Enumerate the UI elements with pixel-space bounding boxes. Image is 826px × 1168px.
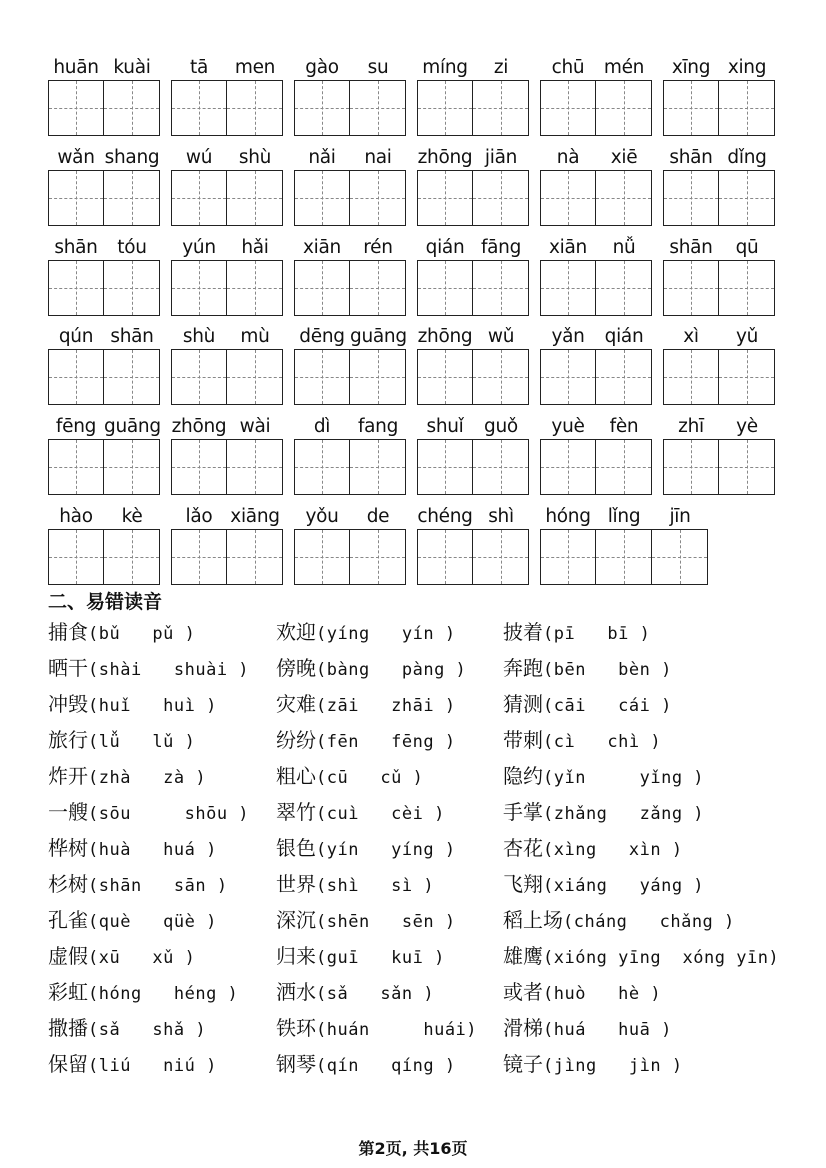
pinyin-label: zhōng <box>417 147 473 168</box>
chinese-word: 飞翔 <box>503 872 543 896</box>
word-group <box>417 146 529 238</box>
pinyin-label: zi <box>493 57 509 78</box>
pinyin-label: wài <box>239 416 271 437</box>
pronunciation-item <box>276 902 456 938</box>
pinyin-options: (huá huā ) <box>543 1020 672 1040</box>
word-group <box>48 505 160 597</box>
pinyin-label: yuè <box>551 416 585 437</box>
chinese-word: 杉树 <box>48 872 88 896</box>
pronunciation-item <box>503 974 661 1010</box>
pinyin-label: yè <box>736 416 758 437</box>
writing-box <box>417 349 473 405</box>
page-footer: 第2页, 共16页 <box>358 1139 468 1158</box>
chinese-word: 猜测 <box>503 692 543 716</box>
writing-box <box>171 349 227 405</box>
pinyin-label: chū <box>551 57 585 78</box>
pinyin-label: yǎn <box>551 326 585 347</box>
pinyin-label: wǎn <box>57 147 95 168</box>
pinyin-options: (shì sì ) <box>316 876 435 896</box>
pronunciation-item <box>503 794 704 830</box>
pronunciation-item <box>503 614 650 650</box>
word-group <box>171 146 283 238</box>
writing-box <box>472 439 529 495</box>
pronunciation-item <box>276 686 456 722</box>
pronunciation-item <box>48 1046 217 1082</box>
pinyin-label: shang <box>104 147 160 168</box>
pinyin-label: wǔ <box>487 326 515 347</box>
section-title: 二、易错读音 <box>48 591 163 613</box>
writing-box <box>595 260 652 316</box>
writing-box <box>417 529 473 585</box>
pronunciation-item <box>48 650 249 686</box>
word-group <box>417 236 529 328</box>
pinyin-options: (yǐn yǐng ) <box>543 768 705 788</box>
word-group <box>294 415 406 507</box>
pronunciation-item <box>276 866 434 902</box>
word-group <box>171 56 283 148</box>
word-group <box>48 415 160 507</box>
writing-box <box>171 80 227 136</box>
pinyin-label: jīn <box>669 506 691 527</box>
chinese-word: 银色 <box>276 836 316 860</box>
pinyin-label: tóu <box>117 237 147 258</box>
pinyin-options: (sōu shōu ) <box>88 804 250 824</box>
pinyin-options: (bǔ pǔ ) <box>88 624 196 644</box>
writing-box <box>349 349 406 405</box>
chinese-word: 钢琴 <box>276 1052 316 1076</box>
word-group <box>48 56 160 148</box>
pronunciation-item <box>503 938 779 974</box>
word-group <box>663 236 775 328</box>
writing-box <box>294 529 350 585</box>
word-group <box>540 146 652 238</box>
pinyin-options: (zhà zà ) <box>88 768 207 788</box>
chinese-word: 纷纷 <box>276 728 316 752</box>
pinyin-label: nà <box>556 147 580 168</box>
pronunciation-item <box>503 686 672 722</box>
word-group <box>294 236 406 328</box>
word-group <box>540 56 652 148</box>
writing-box <box>718 260 775 316</box>
pronunciation-item <box>48 830 217 866</box>
writing-box <box>417 170 473 226</box>
chinese-word: 奔跑 <box>503 656 543 680</box>
pinyin-label: nǚ <box>612 237 636 258</box>
pinyin-label: shù <box>238 147 272 168</box>
pinyin-label: nai <box>364 147 392 168</box>
pinyin-label: lǐng <box>607 506 641 527</box>
chinese-word: 镜子 <box>503 1052 543 1076</box>
pronunciation-item <box>48 794 249 830</box>
pinyin-options: (cāi cái ) <box>543 696 672 716</box>
chinese-word: 世界 <box>276 872 316 896</box>
writing-box <box>103 439 160 495</box>
pinyin-options: (bēn bèn ) <box>543 660 672 680</box>
pinyin-label: chéng <box>417 506 473 527</box>
chinese-word: 铁环 <box>276 1016 316 1040</box>
pinyin-label: qū <box>735 237 759 258</box>
writing-box <box>171 170 227 226</box>
pinyin-label: de <box>366 506 390 527</box>
pinyin-options: (shān sān ) <box>88 876 228 896</box>
word-group <box>171 415 283 507</box>
pinyin-options: (yíng yín ) <box>316 624 456 644</box>
writing-box <box>540 260 596 316</box>
pinyin-label: dǐng <box>727 147 767 168</box>
word-group <box>171 505 283 597</box>
pronunciation-item <box>276 650 466 686</box>
pinyin-label: qián <box>604 326 644 347</box>
writing-box <box>294 439 350 495</box>
writing-box <box>718 80 775 136</box>
pinyin-label: yún <box>182 237 216 258</box>
chinese-word: 彩虹 <box>48 980 88 1004</box>
writing-box <box>472 529 529 585</box>
word-group <box>663 325 775 417</box>
pinyin-label: mù <box>240 326 270 347</box>
pinyin-options: (què qüè ) <box>88 912 217 932</box>
word-group <box>417 415 529 507</box>
writing-box <box>48 349 104 405</box>
writing-box <box>472 260 529 316</box>
word-group <box>48 325 160 417</box>
pronunciation-item <box>276 938 445 974</box>
pinyin-label: yǔ <box>735 326 759 347</box>
writing-box <box>417 439 473 495</box>
pinyin-options: (huǐ huì ) <box>88 696 217 716</box>
pinyin-label: qún <box>58 326 94 347</box>
chinese-word: 带刺 <box>503 728 543 752</box>
pinyin-label: mén <box>603 57 645 78</box>
writing-box <box>663 80 719 136</box>
writing-box <box>595 529 652 585</box>
writing-box <box>595 349 652 405</box>
pinyin-label: kuài <box>113 57 151 78</box>
pronunciation-item <box>276 1010 477 1046</box>
writing-box <box>349 260 406 316</box>
pronunciation-item <box>503 722 661 758</box>
writing-box <box>595 170 652 226</box>
chinese-word: 晒干 <box>48 656 88 680</box>
writing-box <box>103 170 160 226</box>
pronunciation-item <box>276 1046 456 1082</box>
pinyin-options: (lǚ lǔ ) <box>88 732 196 752</box>
word-group <box>48 236 160 328</box>
writing-box <box>226 439 283 495</box>
chinese-word: 或者 <box>503 980 543 1004</box>
word-group <box>294 325 406 417</box>
pronunciation-item <box>48 1010 206 1046</box>
pinyin-options: (hóng héng ) <box>88 984 239 1004</box>
pinyin-options: (fēn fēng ) <box>316 732 456 752</box>
pinyin-label: zhōng <box>171 416 227 437</box>
pinyin-label: dì <box>313 416 331 437</box>
pronunciation-item <box>48 902 217 938</box>
pronunciation-item <box>48 722 195 758</box>
pinyin-label: xīng <box>671 57 711 78</box>
chinese-word: 炸开 <box>48 764 88 788</box>
writing-box <box>103 80 160 136</box>
chinese-word: 稻上场 <box>503 908 563 932</box>
chinese-word: 虚假 <box>48 944 88 968</box>
pinyin-label: hǎi <box>241 237 269 258</box>
writing-box <box>294 80 350 136</box>
pinyin-options: (sǎ sǎn ) <box>316 984 435 1004</box>
pronunciation-item <box>503 758 704 794</box>
writing-box <box>663 349 719 405</box>
word-group <box>663 415 775 507</box>
writing-box <box>103 529 160 585</box>
writing-box <box>294 260 350 316</box>
pinyin-options: (huà huá ) <box>88 840 217 860</box>
writing-box <box>349 80 406 136</box>
word-group <box>417 325 529 417</box>
writing-box <box>226 349 283 405</box>
writing-box <box>226 170 283 226</box>
pronunciation-item <box>276 722 456 758</box>
writing-box <box>226 80 283 136</box>
pinyin-label: gào <box>305 57 339 78</box>
pinyin-options: (sǎ shǎ ) <box>88 1020 207 1040</box>
chinese-word: 冲毁 <box>48 692 88 716</box>
pinyin-options: (liú niú ) <box>88 1056 217 1076</box>
chinese-word: 灾难 <box>276 692 316 716</box>
writing-box <box>103 260 160 316</box>
pinyin-options: (xū xǔ ) <box>88 948 196 968</box>
pronunciation-item <box>48 974 238 1010</box>
chinese-word: 孔雀 <box>48 908 88 932</box>
pinyin-label: shān <box>669 237 713 258</box>
writing-box <box>226 529 283 585</box>
pronunciation-item <box>503 1046 683 1082</box>
writing-box <box>103 349 160 405</box>
chinese-word: 捕食 <box>48 620 88 644</box>
pronunciation-item <box>503 902 735 938</box>
chinese-word: 归来 <box>276 944 316 968</box>
chinese-word: 手掌 <box>503 800 543 824</box>
chinese-word: 雄鹰 <box>503 944 543 968</box>
chinese-word: 一艘 <box>48 800 88 824</box>
chinese-word: 深沉 <box>276 908 316 932</box>
pinyin-options: (zhǎng zǎng ) <box>543 804 705 824</box>
pinyin-label: xiāng <box>230 506 280 527</box>
chinese-word: 杏花 <box>503 836 543 860</box>
pinyin-label: rén <box>363 237 393 258</box>
word-group <box>663 56 775 148</box>
chinese-word: 傍晚 <box>276 656 316 680</box>
chinese-word: 保留 <box>48 1052 88 1076</box>
pinyin-label: guāng <box>104 416 161 437</box>
pinyin-options: (cuì cèi ) <box>316 804 445 824</box>
writing-box <box>48 529 104 585</box>
pinyin-label: wú <box>185 147 213 168</box>
writing-box <box>663 439 719 495</box>
pronunciation-item <box>48 866 228 902</box>
pinyin-label: shì <box>488 506 514 527</box>
pinyin-options: (jìng jìn ) <box>543 1056 683 1076</box>
writing-box <box>48 260 104 316</box>
pinyin-options: (huò hè ) <box>543 984 662 1004</box>
pronunciation-item <box>48 614 195 650</box>
word-group <box>540 236 652 328</box>
pinyin-options: (xióng yīng xóng yīn) <box>543 948 780 968</box>
pinyin-options: (cū cǔ ) <box>316 768 424 788</box>
pinyin-label: shān <box>669 147 713 168</box>
chinese-word: 翠竹 <box>276 800 316 824</box>
pinyin-label: tā <box>190 57 208 78</box>
word-group <box>171 325 283 417</box>
pinyin-label: xì <box>683 326 699 347</box>
pinyin-options: (guī kuī ) <box>316 948 445 968</box>
pinyin-label: guǒ <box>484 416 518 437</box>
pinyin-label: zhōng <box>417 326 473 347</box>
pronunciation-item <box>503 650 672 686</box>
pinyin-label: fēng <box>55 416 97 437</box>
word-group <box>294 146 406 238</box>
pinyin-label: xiān <box>303 237 341 258</box>
chinese-word: 滑梯 <box>503 1016 543 1040</box>
pinyin-label: guāng <box>350 326 407 347</box>
chinese-word: 洒水 <box>276 980 316 1004</box>
writing-box <box>718 439 775 495</box>
writing-box <box>718 349 775 405</box>
writing-box <box>226 260 283 316</box>
pinyin-options: (huán huái) <box>316 1020 478 1040</box>
pronunciation-item <box>48 938 195 974</box>
pinyin-label: xing <box>727 57 767 78</box>
pronunciation-item <box>276 614 456 650</box>
writing-box <box>171 529 227 585</box>
word-group <box>540 415 652 507</box>
writing-box <box>294 170 350 226</box>
writing-box <box>294 349 350 405</box>
pronunciation-item <box>276 794 445 830</box>
pinyin-label: xiān <box>549 237 587 258</box>
chinese-word: 披着 <box>503 620 543 644</box>
pinyin-label: nǎi <box>308 147 336 168</box>
writing-box <box>540 439 596 495</box>
writing-box <box>540 529 596 585</box>
writing-box <box>540 170 596 226</box>
writing-box <box>540 80 596 136</box>
pinyin-label: shù <box>182 326 216 347</box>
word-group <box>294 56 406 148</box>
pinyin-label: zhī <box>678 416 704 437</box>
pinyin-label: qián <box>425 237 465 258</box>
pinyin-label: dēng <box>299 326 345 347</box>
pinyin-options: (cháng chǎng ) <box>563 912 735 932</box>
word-group <box>540 505 708 597</box>
pinyin-options: (yín yíng ) <box>316 840 456 860</box>
writing-box <box>349 439 406 495</box>
pinyin-options: (zāi zhāi ) <box>316 696 456 716</box>
pronunciation-item <box>48 758 206 794</box>
writing-box <box>171 260 227 316</box>
pinyin-options: (cì chì ) <box>543 732 662 752</box>
writing-box <box>48 80 104 136</box>
pinyin-label: shān <box>110 326 154 347</box>
word-group <box>417 505 529 597</box>
pinyin-label: xiē <box>610 147 638 168</box>
pinyin-label: su <box>367 57 389 78</box>
pinyin-options: (xìng xìn ) <box>543 840 683 860</box>
word-group <box>540 325 652 417</box>
pronunciation-item <box>276 830 456 866</box>
writing-box <box>651 529 708 585</box>
chinese-word: 桦树 <box>48 836 88 860</box>
pinyin-label: shuǐ <box>426 416 464 437</box>
pinyin-label: fāng <box>480 237 522 258</box>
word-group <box>294 505 406 597</box>
pinyin-options: (qín qíng ) <box>316 1056 456 1076</box>
pinyin-options: (shēn sēn ) <box>316 912 456 932</box>
writing-box <box>663 260 719 316</box>
pinyin-label: yǒu <box>305 506 339 527</box>
pinyin-label: huān <box>53 57 99 78</box>
pinyin-label: hào <box>59 506 93 527</box>
word-group <box>663 146 775 238</box>
pinyin-label: kè <box>121 506 143 527</box>
pronunciation-item <box>48 686 217 722</box>
chinese-word: 粗心 <box>276 764 316 788</box>
word-group <box>171 236 283 328</box>
writing-box <box>417 80 473 136</box>
writing-box <box>349 529 406 585</box>
writing-box <box>540 349 596 405</box>
pronunciation-item <box>503 1010 672 1046</box>
writing-box <box>595 439 652 495</box>
pinyin-options: (pī bī ) <box>543 624 651 644</box>
word-group <box>417 56 529 148</box>
writing-box <box>417 260 473 316</box>
writing-box <box>48 170 104 226</box>
pronunciation-item <box>276 758 423 794</box>
pinyin-label: fang <box>357 416 399 437</box>
pronunciation-item <box>276 974 434 1010</box>
writing-box <box>663 170 719 226</box>
chinese-word: 旅行 <box>48 728 88 752</box>
writing-box <box>472 349 529 405</box>
pinyin-label: fèn <box>609 416 639 437</box>
writing-box <box>718 170 775 226</box>
word-group <box>48 146 160 238</box>
pinyin-options: (bàng pàng ) <box>316 660 467 680</box>
pinyin-label: míng <box>422 57 468 78</box>
pinyin-label: jiān <box>484 147 518 168</box>
pinyin-label: lǎo <box>185 506 213 527</box>
writing-box <box>595 80 652 136</box>
writing-box <box>472 80 529 136</box>
pinyin-options: (xiáng yáng ) <box>543 876 705 896</box>
pinyin-label: hóng <box>545 506 591 527</box>
pinyin-options: (shài shuài ) <box>88 660 250 680</box>
writing-box <box>48 439 104 495</box>
chinese-word: 欢迎 <box>276 620 316 644</box>
chinese-word: 撒播 <box>48 1016 88 1040</box>
pronunciation-item <box>503 830 683 866</box>
pronunciation-item <box>503 866 704 902</box>
writing-box <box>472 170 529 226</box>
pinyin-label: shān <box>54 237 98 258</box>
chinese-word: 隐约 <box>503 764 543 788</box>
writing-box <box>171 439 227 495</box>
writing-box <box>349 170 406 226</box>
pinyin-label: men <box>234 57 276 78</box>
